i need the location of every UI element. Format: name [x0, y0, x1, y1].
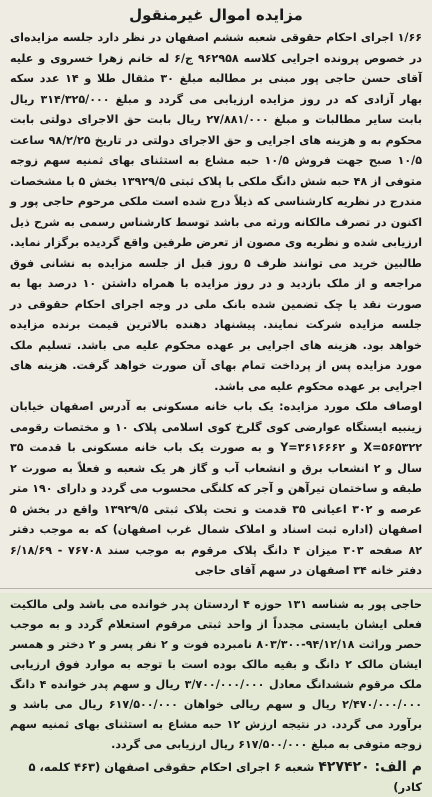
issuing-office: شعبه ۶ اجرای احکام حقوقی اصفهان (۴۶۳ کلمه، ۵ کادر) [28, 759, 422, 794]
notice-paragraph-property: اوصاف ملک مورد مزایده: یک باب خانه مسکونی به آدرس اصفهان خیابان زینبیه ایستگاه عوارضی کوی گلرخ کوی اسلامی پلاک ۱۰ و مختصات رقومی X=۵۶۵۳۲۲ و Y=۳۶۱۶۶۶۲ و به صورت یک باب خانه مسکونی با قدمت ۳۵ سال و ۲ انشعاب برق و انشعاب آب و گاز هر یک شعبه و فعلاً به صورت ۲ طبقه و ساختمان تیرآهن و آجر که کلنگی محسوب می گردد و دارای ۱۹۰ متر عرصه و ۳۰۲ اعیانی ۳۵ قدمت و تحت پلاک ثبتی ۱۳۹۲۹/۵ واقع در بخش ۵ اصفهان (اداره ثبت اسناد و املاک شمال غرب اصفهان) که به موجب دفتر ۸۲ صفحه ۳۰۳ میزان ۴ دانگ پلاک مرقوم به موجب سند ۷۶۷۰۸ - ۶/۱۸/۶۹ دفتر خانه ۳۴ اصفهان در سهم آقای حاجی [10, 400, 422, 577]
notice-footer [10, 757, 422, 797]
notice-paragraph-main: ۱/۶۶ اجرای احکام حقوقی شعبه ششم اصفهان در نظر دارد جلسه مزایده‌ای در خصوص پرونده اجرایی کلاسه ۹۶۲۹۵۸ ج/۶ له خانم زهرا خسروی و علیه آقای حسن حاجی پور مبنی بر مطالبه مبلغ ۳۰ مثقال طلا و ۱۴ عدد سکه بهار آزادی که در روز مزایده ارزیابی می گردد و مبلغ ۳۱۴/۳۲۵/۰۰۰ ریال بابت سایر مطالبات و مبلغ ۲۷/۸۸۱/۰۰۰ ریال بابت حق الاجرای دولتی بابت محکوم به و هزینه های اجرایی و حق الاجرای دولتی در تاریخ ۹۸/۲/۲۵ ساعت ۱۰/۵ صبح جهت فروش ۱۰/۵ حبه مشاع به استثنای بهای ثمنیه سهم زوجه متوفی از ۴۸ حبه شش دانگ ملکی با پلاک ثبتی ۱۳۹۲۹/۵ بخش ۵ با مشخصات مندرج در نظریه کارشناسی که ذیلاً درج شده است ملکی مرحوم حاجی پور و اکنون در تصرف مالکانه ورثه می باشد توسط کارشناس رسمی به شرح ذیل ارزیابی شده و نظریه وی مصون از تعرض طرفین واقع گردیده برگزار نماید. طالبین خرید می توانند ظرف ۵ روز قبل از جلسه مزایده به نشانی فوق مراجعه و از ملک بازدید و در روز مزایده با همراه داشتن ۱۰ درصد بها به صورت نقد یا چک تضمین شده بانک ملی در وجه اجرای احکام حقوقی در جلسه مزایده شرکت نمایند. پیشنهاد دهنده بالاترین قیمت برنده مزایده خواهد بود. هزینه های اجرایی بر عهده محکوم علیه می باشد. تسلیم ملک مورد مزایده پس از پرداخت تمام بهای آن صورت خواهد گرفت. هزینه های اجرایی بر عهده محکوم علیه می باشد. [10, 31, 423, 393]
notice-paragraph-valuation: حاجی پور به شناسه ۱۳۱ حوزه ۴ اردستان پدر خوانده می باشد ولی مالکیت فعلی ایشان بایستی مجدداً از واحد ثبتی مرقوم استعلام گردد و به موجب حصر وراثت ۹۴/۱۲/۱۸-۸۰۳/۳۰۰ نامبرده فوت و ۲ نفر پسر و ۲ دختر و همسر ایشان مالک ۲ دانگ و بقیه مالک بوده است با توجه به موارد فوق ارزیابی ملک مرقوم ششدانگ معادل ۳/۷۰۰/۰۰۰/۰۰۰ ریال و سهم پدر خوانده ۴ دانگ ۲/۴۷۰/۰۰۰/۰۰۰ ریال و سهم ریالی خواهان ۶۱۷/۵۰۰/۰۰۰ ریال می باشد و برآورد می گردد. در نتیجه ارزش ۱۲ حبه مشاع به استثنای بهای ثمنیه سهم زوجه متوفی به مبلغ ۶۱۷/۵۰۰/۰۰۰ ریال ارزیابی می گردد. [10, 597, 422, 751]
section-divider [0, 588, 432, 589]
notice-title: مزایده اموال غیرمنقول [129, 6, 303, 24]
notice-continuation [0, 593, 432, 797]
notice-body [10, 28, 422, 582]
reference-code: م الف: ۴۲۷۴۲۰ [318, 758, 422, 775]
